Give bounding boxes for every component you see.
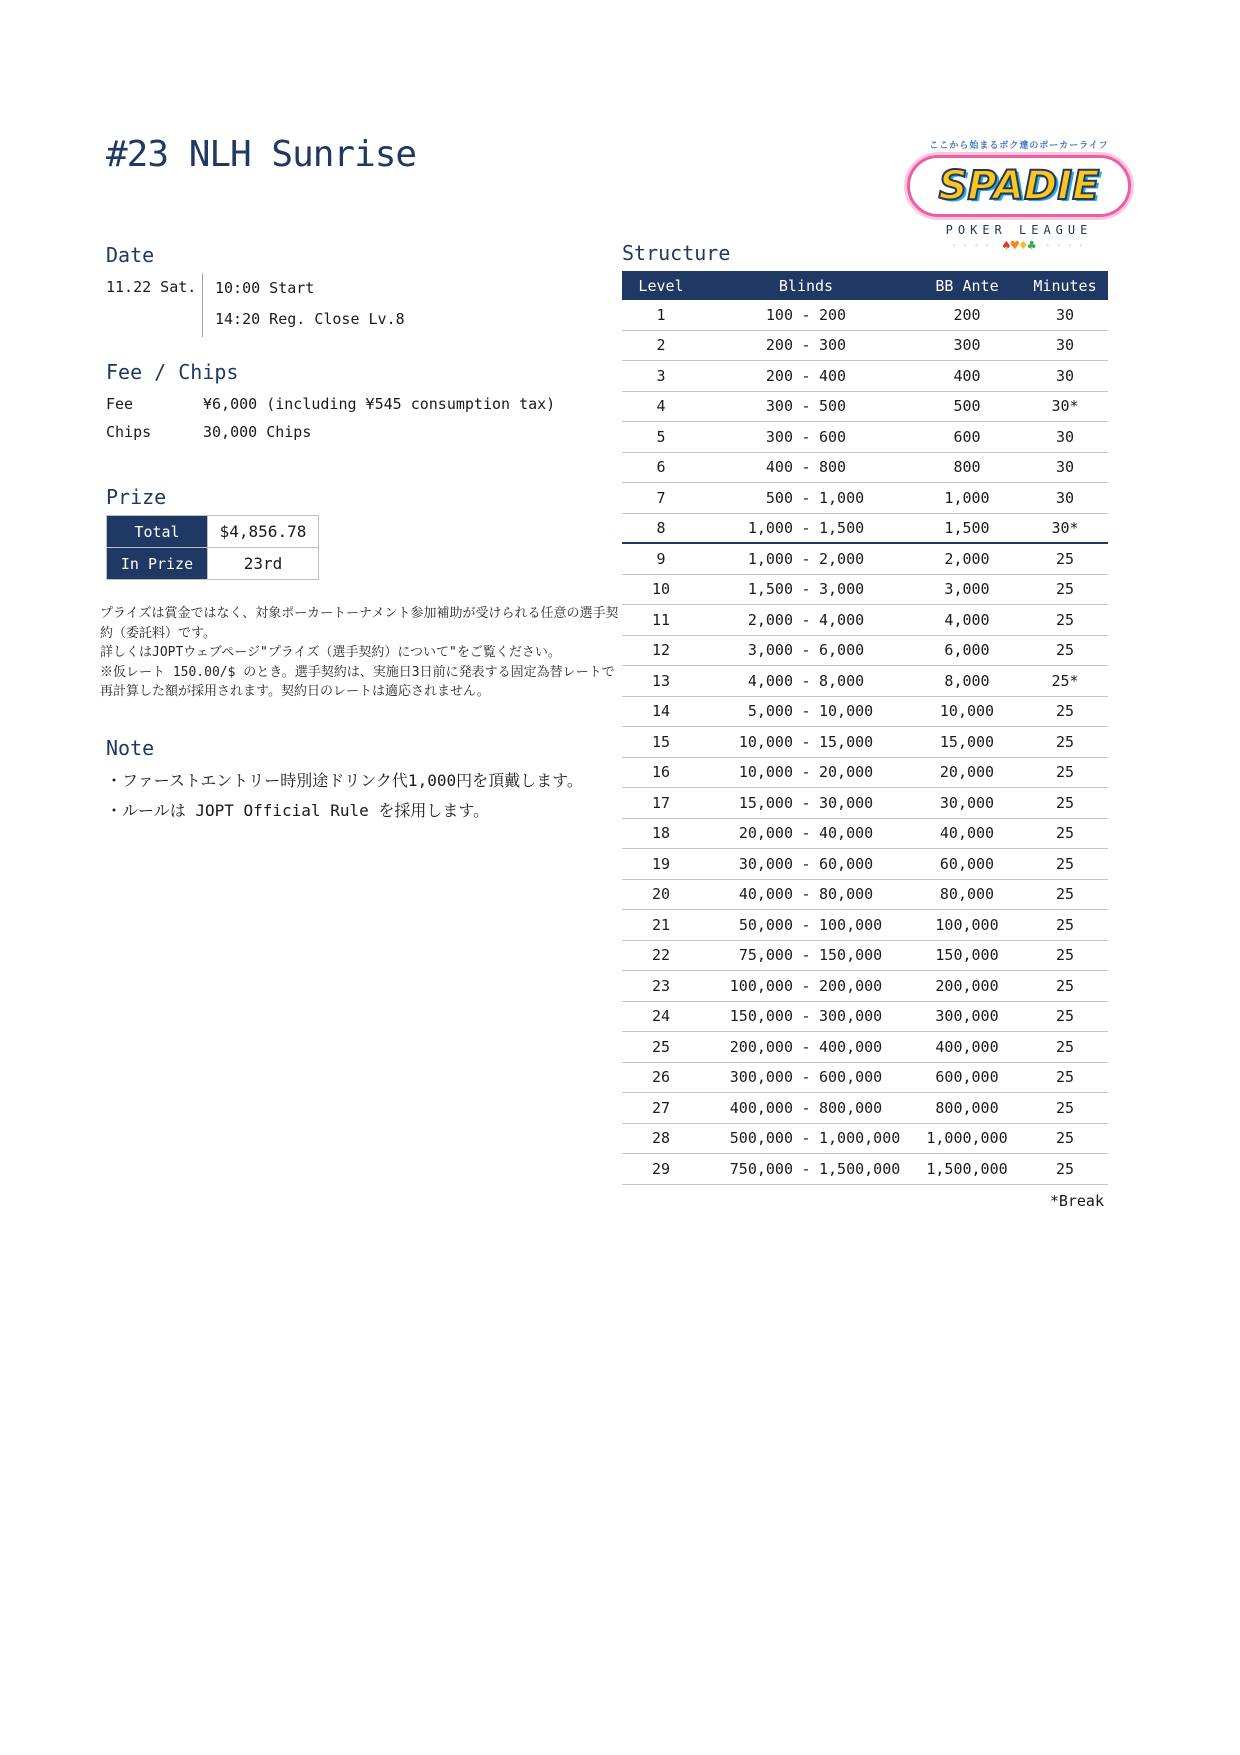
structure-row — [622, 605, 1108, 636]
prize-section — [106, 485, 319, 580]
blinds-dash: - — [801, 641, 811, 660]
cell-minutes: 25 — [1055, 885, 1075, 904]
cell-level: 5 — [656, 427, 666, 446]
date-times — [202, 273, 405, 337]
note-list — [106, 766, 583, 826]
cell-level: 7 — [656, 488, 666, 507]
blinds-dash: - — [801, 1037, 811, 1056]
small-blind: 30,000 — [738, 854, 793, 873]
blinds-dash: - — [801, 793, 811, 812]
cell-bb-ante: 80,000 — [939, 885, 995, 904]
blinds-dash: - — [801, 580, 811, 599]
structure-row — [622, 819, 1108, 850]
blinds-dash: - — [801, 1129, 811, 1148]
blinds-dash: - — [801, 518, 811, 537]
blinds-dash: - — [801, 824, 811, 843]
cell-bb-ante: 2,000 — [944, 549, 990, 568]
prize-table — [106, 515, 319, 580]
cell-minutes: 25 — [1055, 824, 1075, 843]
big-blind: 2,000 — [819, 549, 865, 568]
cell-bb-ante: 1,000,000 — [926, 1129, 1008, 1148]
cell-blinds — [700, 367, 912, 385]
big-blind: 100,000 — [819, 915, 883, 934]
cell-level: 23 — [651, 976, 671, 995]
cell-level: 14 — [651, 702, 671, 721]
blinds-dash: - — [801, 1007, 811, 1026]
cell-blinds — [700, 428, 912, 446]
cell-level: 6 — [656, 458, 666, 477]
prize-heading: Prize — [106, 485, 167, 509]
fee-rows — [106, 390, 555, 446]
structure-row — [622, 880, 1108, 911]
cell-level: 25 — [651, 1037, 671, 1056]
pink-dots-right: ・・・・ — [1043, 241, 1088, 250]
cell-bb-ante: 300,000 — [935, 1007, 999, 1026]
date-time-line: 14:20 Reg. Close Lv.8 — [215, 310, 405, 328]
cell-bb-ante: 15,000 — [939, 732, 995, 751]
cell-bb-ante: 1,500,000 — [926, 1159, 1008, 1178]
structure-row — [622, 300, 1108, 331]
cell-level: 29 — [651, 1159, 671, 1178]
cell-bb-ante: 20,000 — [939, 763, 995, 782]
page-title: #23 NLH Sunrise — [106, 134, 417, 175]
blinds-dash: - — [801, 397, 811, 416]
cell-blinds — [700, 580, 912, 598]
cell-bb-ante: 150,000 — [935, 946, 999, 965]
cell-bb-ante: 3,000 — [944, 580, 990, 599]
club-icon: ♣ — [1027, 238, 1036, 254]
structure-row — [622, 1002, 1108, 1033]
prize-row-value: 23rd — [208, 548, 319, 580]
cell-minutes: 25 — [1055, 641, 1075, 660]
small-blind: 200,000 — [729, 1037, 793, 1056]
small-blind: 500 — [765, 488, 793, 507]
cell-level: 20 — [651, 885, 671, 904]
cell-blinds — [700, 489, 912, 507]
structure-row — [622, 483, 1108, 514]
big-blind: 1,000,000 — [819, 1129, 901, 1148]
structure-row — [622, 1032, 1108, 1063]
cell-level: 4 — [656, 397, 666, 416]
date-day: 11.22 Sat. — [106, 278, 197, 296]
big-blind: 15,000 — [819, 732, 874, 751]
small-blind: 15,000 — [738, 793, 793, 812]
small-blind: 10,000 — [738, 732, 793, 751]
structure-row — [622, 392, 1108, 423]
fee-chips-heading: Fee / Chips — [106, 360, 239, 384]
big-blind: 1,000 — [819, 488, 865, 507]
cell-level: 1 — [656, 305, 666, 324]
note-item: ・ ファーストエントリー時別途ドリンク代1,000円を頂戴します。 — [106, 766, 583, 796]
cell-minutes: 25 — [1055, 702, 1075, 721]
cell-blinds — [700, 977, 912, 995]
blinds-dash: - — [801, 336, 811, 355]
cell-minutes: 25 — [1055, 549, 1075, 568]
cell-level: 13 — [651, 671, 671, 690]
fee-row-value: ¥6,000 (including ¥545 consumption tax) — [203, 395, 556, 413]
big-blind: 20,000 — [819, 763, 874, 782]
cell-minutes: 25 — [1055, 1037, 1075, 1056]
cell-bb-ante: 1,500 — [944, 518, 990, 537]
cell-minutes: 25 — [1055, 732, 1075, 751]
cell-blinds — [700, 1007, 912, 1025]
spade-icon: ♠ — [1002, 238, 1011, 254]
cell-bb-ante: 100,000 — [935, 915, 999, 934]
fee-row — [106, 418, 555, 446]
small-blind: 200 — [765, 366, 793, 385]
big-blind: 300,000 — [819, 1007, 883, 1026]
cell-blinds — [700, 1129, 912, 1147]
blinds-dash: - — [801, 976, 811, 995]
big-blind: 1,500,000 — [819, 1159, 901, 1178]
structure-row — [622, 1124, 1108, 1155]
diamond-icon: ♦ — [1019, 238, 1028, 254]
small-blind: 5,000 — [747, 702, 793, 721]
structure-rows — [622, 300, 1108, 1185]
blinds-dash: - — [801, 549, 811, 568]
cell-level: 27 — [651, 1098, 671, 1117]
blinds-dash: - — [801, 610, 811, 629]
cell-level: 10 — [651, 580, 671, 599]
cell-level: 3 — [656, 366, 666, 385]
structure-section — [622, 241, 1108, 1210]
structure-row — [622, 697, 1108, 728]
cell-level: 22 — [651, 946, 671, 965]
blinds-dash: - — [801, 1068, 811, 1087]
column-header-blinds: Blinds — [778, 276, 834, 295]
cell-blinds — [700, 641, 912, 659]
note-heading: Note — [106, 736, 155, 760]
cell-minutes: 25* — [1051, 671, 1079, 690]
cell-blinds — [700, 519, 912, 537]
fee-row-value: 30,000 Chips — [203, 423, 312, 441]
fee-row-label: Fee — [106, 395, 134, 413]
column-header-minutes: Minutes — [1033, 276, 1097, 295]
big-blind: 150,000 — [819, 946, 883, 965]
cell-bb-ante: 400,000 — [935, 1037, 999, 1056]
structure-heading: Structure — [622, 241, 731, 265]
cell-minutes: 25 — [1055, 915, 1075, 934]
cell-minutes: 30 — [1055, 458, 1075, 477]
structure-header-row — [622, 271, 1108, 300]
cell-blinds — [700, 946, 912, 964]
small-blind: 50,000 — [738, 915, 793, 934]
big-blind: 60,000 — [819, 854, 874, 873]
cell-level: 11 — [651, 610, 671, 629]
cell-blinds — [700, 611, 912, 629]
small-blind: 500,000 — [729, 1129, 793, 1148]
small-blind: 1,000 — [747, 518, 793, 537]
small-blind: 400 — [765, 458, 793, 477]
fee-row-label: Chips — [106, 423, 152, 441]
blinds-dash: - — [801, 305, 811, 324]
big-blind: 8,000 — [819, 671, 865, 690]
blinds-dash: - — [801, 458, 811, 477]
big-blind: 10,000 — [819, 702, 874, 721]
cell-blinds — [700, 824, 912, 842]
blinds-dash: - — [801, 702, 811, 721]
cell-blinds — [700, 550, 912, 568]
cell-bb-ante: 800 — [953, 458, 981, 477]
note-section — [106, 736, 583, 826]
cell-bb-ante: 40,000 — [939, 824, 995, 843]
fee-row — [106, 390, 555, 418]
cell-blinds — [700, 1099, 912, 1117]
cell-blinds — [700, 1038, 912, 1056]
small-blind: 3,000 — [747, 641, 793, 660]
cell-bb-ante: 200,000 — [935, 976, 999, 995]
small-blind: 100,000 — [729, 976, 793, 995]
cell-minutes: 30 — [1055, 336, 1075, 355]
cell-blinds — [700, 916, 912, 934]
prize-table-row — [107, 516, 319, 548]
logo-brand-text: SPADIE — [938, 163, 1100, 209]
cell-bb-ante: 6,000 — [944, 641, 990, 660]
structure-row — [622, 331, 1108, 362]
cell-minutes: 25 — [1055, 763, 1075, 782]
cell-blinds — [700, 1160, 912, 1178]
break-footnote: *Break — [1049, 1191, 1104, 1210]
blinds-dash: - — [801, 885, 811, 904]
cell-minutes: 25 — [1055, 1159, 1075, 1178]
small-blind: 1,000 — [747, 549, 793, 568]
cell-minutes: 25 — [1055, 1068, 1075, 1087]
big-blind: 3,000 — [819, 580, 865, 599]
prize-row-label: In Prize — [107, 548, 208, 580]
small-blind: 40,000 — [738, 885, 793, 904]
cell-minutes: 25 — [1055, 976, 1075, 995]
cell-blinds — [700, 763, 912, 781]
small-blind: 400,000 — [729, 1098, 793, 1117]
cell-minutes: 30 — [1055, 305, 1075, 324]
big-blind: 600 — [819, 427, 847, 446]
cell-level: 17 — [651, 793, 671, 812]
structure-row — [622, 514, 1108, 545]
blinds-dash: - — [801, 366, 811, 385]
big-blind: 400 — [819, 366, 847, 385]
cell-level: 15 — [651, 732, 671, 751]
big-blind: 1,500 — [819, 518, 865, 537]
column-header-level: Level — [638, 276, 684, 295]
structure-row — [622, 666, 1108, 697]
cell-level: 24 — [651, 1007, 671, 1026]
cell-level: 28 — [651, 1129, 671, 1148]
big-blind: 30,000 — [819, 793, 874, 812]
column-header-bb-ante: BB Ante — [935, 276, 999, 295]
date-heading: Date — [106, 243, 155, 267]
cell-minutes: 25 — [1055, 946, 1075, 965]
small-blind: 4,000 — [747, 671, 793, 690]
cell-bb-ante: 300 — [953, 336, 981, 355]
big-blind: 40,000 — [819, 824, 874, 843]
big-blind: 6,000 — [819, 641, 865, 660]
cell-blinds — [700, 336, 912, 354]
cell-bb-ante: 60,000 — [939, 854, 995, 873]
structure-row — [622, 910, 1108, 941]
cell-minutes: 25 — [1055, 854, 1075, 873]
small-blind: 750,000 — [729, 1159, 793, 1178]
fee-chips-section — [106, 360, 555, 446]
cell-blinds — [700, 733, 912, 751]
big-blind: 600,000 — [819, 1068, 883, 1087]
cell-blinds — [700, 885, 912, 903]
structure-row — [622, 788, 1108, 819]
big-blind: 300 — [819, 336, 847, 355]
cell-blinds — [700, 794, 912, 812]
structure-row — [622, 727, 1108, 758]
cell-blinds — [700, 672, 912, 690]
date-section — [106, 243, 405, 337]
structure-row — [622, 941, 1108, 972]
structure-row — [622, 422, 1108, 453]
small-blind: 300 — [765, 397, 793, 416]
structure-row — [622, 575, 1108, 606]
structure-row — [622, 544, 1108, 575]
note-item: ・ ルールは JOPT Official Rule を採用します。 — [106, 796, 583, 826]
prize-row-label: Total — [107, 516, 208, 548]
cell-minutes: 25 — [1055, 580, 1075, 599]
cell-minutes: 30 — [1055, 427, 1075, 446]
cell-blinds — [700, 702, 912, 720]
fine-print-line: ※仮レート 150.00/$ のとき。選手契約は、実施日3日前に発表する固定為替レートで再計算した額が採用されます。契約日のレートは適応されません。 — [100, 664, 615, 699]
blinds-dash: - — [801, 488, 811, 507]
small-blind: 20,000 — [738, 824, 793, 843]
cell-level: 18 — [651, 824, 671, 843]
blinds-dash: - — [801, 671, 811, 690]
blinds-dash: - — [801, 427, 811, 446]
cell-level: 2 — [656, 336, 666, 355]
structure-row — [622, 758, 1108, 789]
cell-bb-ante: 4,000 — [944, 610, 990, 629]
logo-subtitle: POKER LEAGUE — [945, 223, 1093, 237]
cell-level: 9 — [656, 549, 666, 568]
big-blind: 200 — [819, 305, 847, 324]
cell-bb-ante: 30,000 — [939, 793, 995, 812]
small-blind: 75,000 — [738, 946, 793, 965]
logo-capsule — [907, 155, 1131, 217]
logo-tagline: ここから始まるボク達のポーカーライフ — [929, 141, 1109, 151]
cell-minutes: 30* — [1051, 397, 1079, 416]
small-blind: 100 — [765, 305, 793, 324]
cell-minutes: 30 — [1055, 488, 1075, 507]
big-blind: 400,000 — [819, 1037, 883, 1056]
blinds-dash: - — [801, 763, 811, 782]
cell-level: 16 — [651, 763, 671, 782]
blinds-dash: - — [801, 946, 811, 965]
structure-row — [622, 849, 1108, 880]
cell-level: 19 — [651, 854, 671, 873]
cell-blinds — [700, 306, 912, 324]
structure-row — [622, 1063, 1108, 1094]
small-blind: 300,000 — [729, 1068, 793, 1087]
small-blind: 150,000 — [729, 1007, 793, 1026]
big-blind: 800,000 — [819, 1098, 883, 1117]
cell-minutes: 30 — [1055, 366, 1075, 385]
cell-bb-ante: 1,000 — [944, 488, 990, 507]
spadie-logo — [898, 138, 1140, 253]
big-blind: 4,000 — [819, 610, 865, 629]
date-time-line: 10:00 Start — [215, 279, 315, 297]
blinds-dash: - — [801, 1098, 811, 1117]
fine-print-line: プライズは賞金ではなく、対象ポーカートーナメント参加補助が受けられる任意の選手契約（委託料）です。 — [100, 606, 619, 641]
cell-blinds — [700, 458, 912, 476]
cell-level: 8 — [656, 518, 666, 537]
blinds-dash: - — [801, 1159, 811, 1178]
cell-bb-ante: 600 — [953, 427, 981, 446]
date-row — [106, 273, 405, 337]
cell-level: 12 — [651, 641, 671, 660]
small-blind: 300 — [765, 427, 793, 446]
cell-minutes: 25 — [1055, 1129, 1075, 1148]
cell-bb-ante: 10,000 — [939, 702, 995, 721]
cell-blinds — [700, 397, 912, 415]
big-blind: 200,000 — [819, 976, 883, 995]
big-blind: 80,000 — [819, 885, 874, 904]
cell-blinds — [700, 855, 912, 873]
small-blind: 2,000 — [747, 610, 793, 629]
prize-table-row — [107, 548, 319, 580]
prize-row-value: $4,856.78 — [208, 516, 319, 548]
cell-minutes: 25 — [1055, 610, 1075, 629]
cell-level: 21 — [651, 915, 671, 934]
structure-row — [622, 453, 1108, 484]
big-blind: 800 — [819, 458, 847, 477]
structure-row — [622, 1154, 1108, 1185]
blinds-dash: - — [801, 854, 811, 873]
cell-bb-ante: 800,000 — [935, 1098, 999, 1117]
fine-print-line: 詳しくはJOPTウェブページ"プライズ（選手契約）について"をご覧ください。 — [100, 645, 561, 660]
cell-bb-ante: 8,000 — [944, 671, 990, 690]
cell-bb-ante: 400 — [953, 366, 981, 385]
cell-minutes: 25 — [1055, 1098, 1075, 1117]
cell-level: 26 — [651, 1068, 671, 1087]
cell-minutes: 25 — [1055, 793, 1075, 812]
structure-row — [622, 636, 1108, 667]
big-blind: 500 — [819, 397, 847, 416]
cell-minutes: 30* — [1051, 518, 1079, 537]
blinds-dash: - — [801, 732, 811, 751]
small-blind: 1,500 — [747, 580, 793, 599]
structure-row — [622, 361, 1108, 392]
heart-icon: ♥ — [1010, 238, 1019, 254]
small-blind: 200 — [765, 336, 793, 355]
blinds-dash: - — [801, 915, 811, 934]
pink-dots-left: ・・・・ — [950, 241, 995, 250]
cell-minutes: 25 — [1055, 1007, 1075, 1026]
structure-row — [622, 971, 1108, 1002]
structure-row — [622, 1093, 1108, 1124]
small-blind: 10,000 — [738, 763, 793, 782]
cell-bb-ante: 600,000 — [935, 1068, 999, 1087]
prize-fine-print — [100, 604, 622, 702]
cell-bb-ante: 200 — [953, 305, 981, 324]
cell-bb-ante: 500 — [953, 397, 981, 416]
cell-blinds — [700, 1068, 912, 1086]
